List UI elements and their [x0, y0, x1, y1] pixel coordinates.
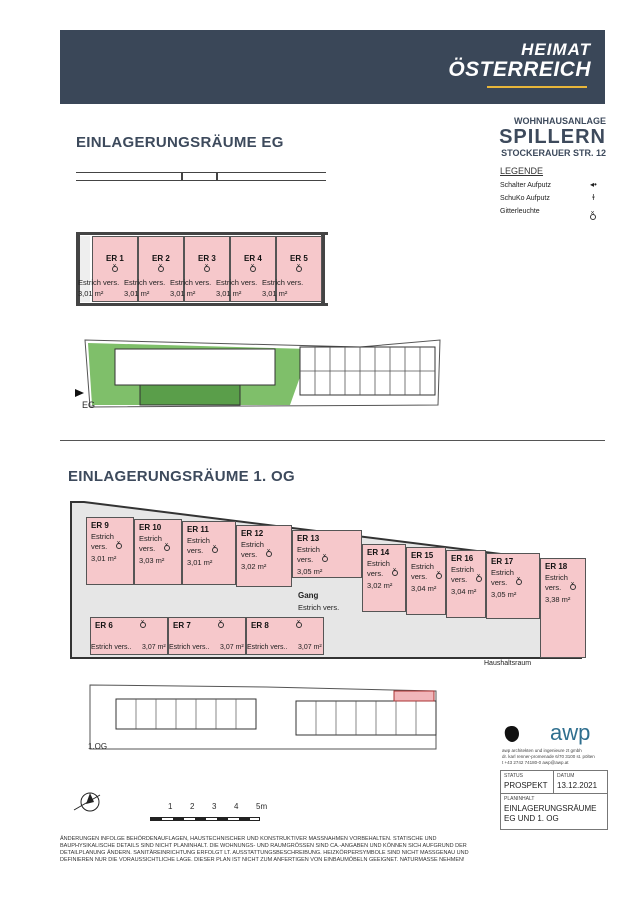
- room-area: 3,01 m²: [216, 289, 242, 298]
- eg-site-plan: [70, 335, 460, 415]
- room-area: 3,07 m²: [298, 644, 322, 651]
- room-floor: Estrich: [491, 568, 514, 577]
- room-floor-2: vers.: [367, 569, 384, 578]
- room-floor-2: vers.: [451, 575, 468, 584]
- project-address: STOCKERAUER STR. 12: [501, 148, 606, 158]
- project-label: WOHNHAUSANLAGE: [514, 116, 606, 126]
- room-area: 3,04 m²: [411, 584, 437, 593]
- room-area: 3,01 m²: [262, 289, 288, 298]
- brand-logo-swoosh: [487, 86, 587, 88]
- disclaimer-text: ÄNDERUNGEN INFOLGE BEHÖRDENAUFLAGEN, HAUSTECHNISCHER UND KONSTRUKTIVER MASSNAHMEN VORBEHALTEN. STATISCHE UND BAUPHYSIKALISCHE DETAILS SIND NICHT PLANINHALT. DIE WOHNUNGS- UND RAUMGRÖSSEN SIND CA.-ANGABEN UND KÖNNEN SICH AUFGRUND DER DETAILPLANUNG ÄNDERN. SANITÄREINRICHTUNG ERFOLGT LT. AUSSTATTUNGSBESCHREIBUNG. HEIZKÖRPERSYMBOLE SIND NICHT MASSGENAU UND DEFINIEREN NUR DIE VORAUSSICHTLICHE LAGE. DIESER PLAN IST NICHT ZUM ANFERTIGEN VON EINBAUMÖBELN GEEIGNET. NATURMASSE NEHMEN!: [60, 836, 469, 863]
- room-floor: Estrich vers.: [170, 278, 212, 287]
- scale-tick-label: 4: [234, 802, 239, 811]
- light-icon: [112, 266, 118, 272]
- room-floor-2: vers.: [411, 572, 428, 581]
- room-id: ER 1: [106, 254, 124, 263]
- room-area: 3,03 m²: [139, 556, 165, 565]
- room-floor: Estrich vers..: [247, 644, 288, 651]
- brand-logo-line2: ÖSTERREICH: [448, 58, 591, 81]
- light-icon: [140, 622, 146, 628]
- light-icon: [296, 622, 302, 628]
- room-area: 3,01 m²: [124, 289, 150, 298]
- eg-site-label: EG: [82, 400, 96, 410]
- room-floor: Estrich: [139, 534, 162, 543]
- light-icon: [296, 266, 302, 272]
- legend-item-socket: SchuKo Aufputz: [500, 195, 550, 202]
- room-id: ER 6: [95, 621, 113, 630]
- corridor-floor: Estrich vers.: [298, 603, 340, 612]
- room-area: 3,05 m²: [491, 590, 517, 599]
- room-area: 3,02 m²: [241, 562, 267, 571]
- architect-info: [502, 748, 606, 766]
- architect-line1: awp architekten und ingenieure zt gmbh: [502, 748, 582, 753]
- og-site-plan: [86, 683, 446, 753]
- section-divider: [60, 440, 605, 441]
- room-floor-2: vers.: [91, 542, 108, 551]
- room-floor-2: vers.: [187, 546, 204, 555]
- room-id: ER 9: [91, 521, 109, 530]
- light-icon: [164, 545, 170, 551]
- architect-emblem-icon: [502, 724, 522, 744]
- room-floor-2: vers.: [545, 583, 562, 592]
- room-area: 3,01 m²: [187, 558, 213, 567]
- light-icon: [590, 214, 596, 220]
- room-area: 3,04 m²: [451, 587, 477, 596]
- room-id: ER 2: [152, 254, 170, 263]
- room-id: ER 13: [297, 534, 320, 543]
- room-id: ER 18: [545, 562, 568, 571]
- room-area: 3,07 m²: [220, 644, 244, 651]
- room-floor: Estrich: [367, 559, 390, 568]
- status-value: PROSPEKT: [504, 781, 548, 790]
- room-floor-2: vers.: [297, 555, 314, 564]
- brand-header: [60, 30, 605, 104]
- socket-icon: ɫ: [592, 193, 595, 202]
- room-area: 3,38 m²: [545, 595, 571, 604]
- room-floor: Estrich: [545, 573, 568, 582]
- room-floor: Estrich: [451, 565, 474, 574]
- architect-logo: awp: [550, 720, 591, 745]
- light-icon: [158, 266, 164, 272]
- room-id: ER 12: [241, 529, 264, 538]
- room-floor: Estrich vers.: [78, 278, 120, 287]
- status-label: STATUS: [504, 773, 523, 779]
- legend-item-light: Gitterleuchte: [500, 208, 540, 215]
- legend-title: LEGENDE: [500, 166, 544, 176]
- light-icon: [516, 579, 522, 585]
- room-id: ER 5: [290, 254, 308, 263]
- room-id: ER 17: [491, 557, 514, 566]
- light-icon: [204, 266, 210, 272]
- scale-tick-label: 3: [212, 802, 217, 811]
- room-id: ER 3: [198, 254, 216, 263]
- room-floor-2: vers.: [491, 578, 508, 587]
- date-label: DATUM: [557, 773, 575, 779]
- eg-wall-strip: [76, 172, 326, 182]
- architect-line3: t +43 2742 74180-0 awp@awp.at: [502, 760, 569, 765]
- room-floor: Estrich vers..: [91, 644, 132, 651]
- room-area: 3,01 m²: [78, 289, 104, 298]
- street-label: Haushaltsraum: [484, 660, 532, 667]
- light-icon: [218, 622, 224, 628]
- room-floor: Estrich vers.: [124, 278, 166, 287]
- architect-line2: dr. karl renner-promenade 6/70 3100 st. pölten: [502, 754, 595, 759]
- date-value: 13.12.2021: [557, 781, 598, 790]
- room-id: ER 11: [187, 525, 209, 534]
- title-block: [500, 770, 608, 830]
- room-floor-2: vers.: [139, 544, 156, 553]
- room-floor: Estrich vers.: [262, 278, 304, 287]
- scale-tick-label: 5m: [256, 802, 268, 811]
- room-floor: Estrich: [411, 562, 434, 571]
- room-id: ER 10: [139, 523, 162, 532]
- room-id: ER 16: [451, 554, 474, 563]
- scale-tick-label: 2: [190, 802, 195, 811]
- switch-icon: ◂•: [590, 180, 597, 189]
- room-area: 3,07 m²: [142, 644, 166, 651]
- legend-item-switch: Schalter Aufputz: [500, 182, 551, 189]
- room-id: ER 7: [173, 621, 191, 630]
- room-area: 3,01 m²: [91, 554, 117, 563]
- light-icon: [476, 576, 482, 582]
- light-icon: [250, 266, 256, 272]
- light-icon: [570, 584, 576, 590]
- corridor-name: Gang: [298, 591, 319, 600]
- light-icon: [322, 556, 328, 562]
- room-floor: Estrich vers.: [216, 278, 258, 287]
- room-id: ER 4: [244, 254, 262, 263]
- room-floor-2: vers.: [241, 550, 258, 559]
- room-id: ER 15: [411, 551, 434, 560]
- content-label: PLANINHALT: [504, 796, 535, 802]
- light-icon: [116, 543, 122, 549]
- og-section-title: EINLAGERUNGSRÄUME 1. OG: [68, 468, 295, 485]
- og-site-label: 1.OG: [88, 742, 108, 751]
- scale-tick-label: 1: [168, 802, 173, 811]
- eg-section-title: EINLAGERUNGSRÄUME EG: [76, 134, 284, 151]
- light-icon: [436, 573, 442, 579]
- room-area: 3,02 m²: [367, 581, 393, 590]
- light-icon: [212, 547, 218, 553]
- room-area: 3,05 m²: [297, 567, 323, 576]
- content-line2: EG UND 1. OG: [504, 814, 559, 823]
- content-line1: EINLAGERUNGSRÄUME: [504, 804, 597, 813]
- room-id: ER 14: [367, 548, 390, 557]
- room-floor: Estrich: [297, 545, 320, 554]
- brand-logo-line1: HEIMAT: [521, 40, 591, 59]
- room-floor: Estrich: [241, 540, 264, 549]
- project-name: SPILLERN: [499, 126, 606, 148]
- light-icon: [392, 570, 398, 576]
- north-arrow-icon: [70, 790, 104, 816]
- room-floor: Estrich: [91, 532, 114, 541]
- room-floor: Estrich: [187, 536, 210, 545]
- room-id: ER 8: [251, 621, 269, 630]
- room-floor: Estrich vers..: [169, 644, 210, 651]
- light-icon: [266, 551, 272, 557]
- room-area: 3,01 m²: [170, 289, 196, 298]
